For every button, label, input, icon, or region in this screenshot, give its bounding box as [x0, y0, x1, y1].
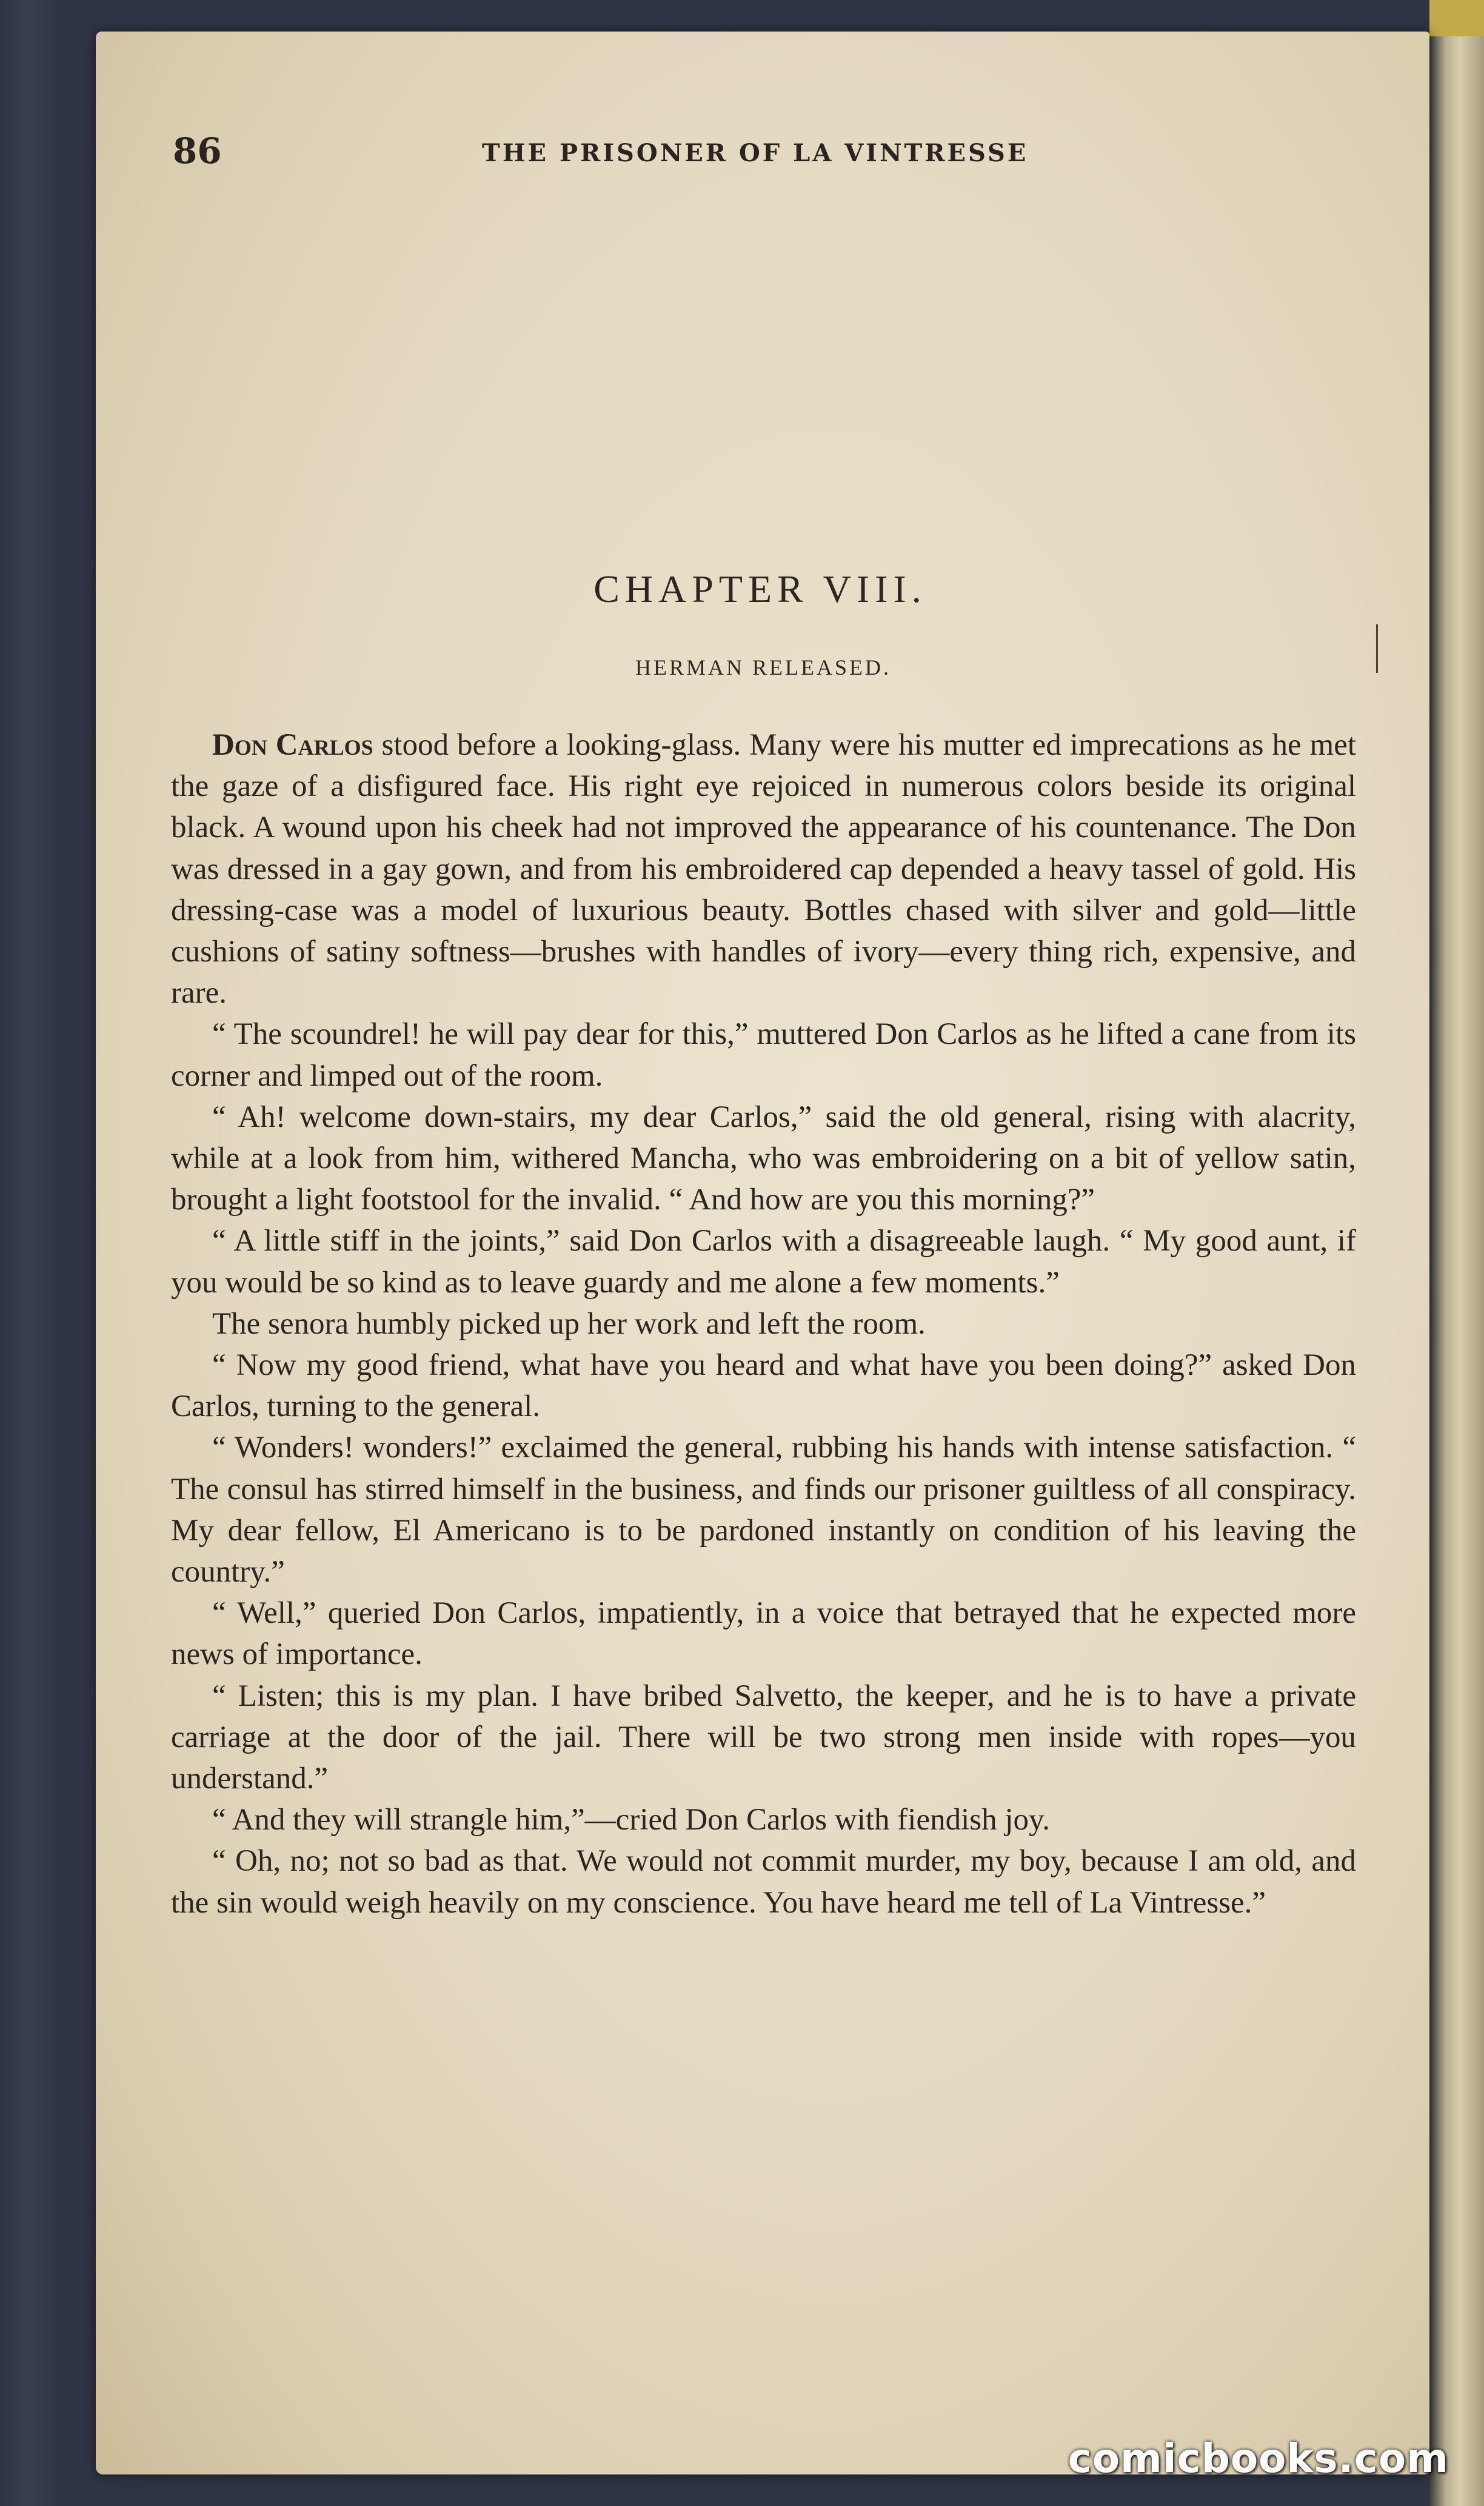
adjacent-page-corner: [1429, 0, 1484, 36]
paragraph: The senora humbly picked up her work and left the room.: [212, 1306, 926, 1341]
paragraph: “ Well,” queried Don Carlos, impatiently, in a voice that betrayed that he expected more news of importance.: [171, 1596, 1356, 1672]
paragraph: “ Ah! welcome down-stairs, my dear Carlos,” said the old general, rising with alacrity, while at a look from him, withered Mancha, who was embroidering on a bit of yellow satin, brought a light footstool for the invalid. “ And how are you this morning?”: [171, 1100, 1356, 1217]
paragraph: “ Wonders! wonders!” exclaimed the general, rubbing his hands with intense satisfaction. “ The consul has stirred himself in the business, and finds our prisoner guiltless of all conspiracy. My dear fellow, El Americano is to be pardoned instantly on condition of his leaving the country.”: [171, 1431, 1356, 1589]
opening-words: Don Carlos: [212, 728, 373, 762]
chapter-subtitle: HERMAN RELEASED.: [635, 655, 891, 680]
paragraph: “ Oh, no; not so bad as that. We would not commit murder, my boy, because I am old, and the sin would weigh heavily on my conscience. You have heard me tell of La Vintresse.”: [171, 1844, 1356, 1920]
paragraph: “ The scoundrel! he will pay dear for this,” muttered Don Carlos as he lifted a cane from its corner and limped out of the room.: [171, 1017, 1356, 1093]
paragraph: “ And they will strangle him,”—cried Don Carlos with fiendish joy.: [212, 1803, 1050, 1837]
chapter-body: [171, 724, 1356, 1923]
chapter-title: CHAPTER VIII.: [593, 567, 927, 610]
paragraph-text: stood before a looking-glass. Many were his mutter ed imprecations as he met the gaze of a disfigured face. His right eye rejoiced in numerous colors beside its original black. A wound upon his cheek had not improved the appearance of his countenance. The Don was dressed in a gay gown, and from his embroidered cap depended a heavy tassel of gold. His dressing-case was a model of luxurious beauty. Bottles chased with silver and gold—little cushions of satiny softness—brushes with handles of ivory—every thing rich, expensive, and rare.: [171, 728, 1356, 1011]
watermark: comicbooks.com: [1068, 2435, 1449, 2482]
paragraph: “ Listen; this is my plan. I have bribed Salvetto, the keeper, and he is to have a private carriage at the door of the jail. There will be two strong men inside with ropes—you understand.”: [171, 1679, 1356, 1796]
paragraph: [171, 724, 1356, 1014]
paragraph: “ A little stiff in the joints,” said Don Carlos with a disagreeable laugh. “ My good aunt, if you would be so kind as to leave guardy and me alone a few moments.”: [171, 1224, 1356, 1300]
paragraph: “ Now my good friend, what have you heard and what have you been doing?” asked Don Carlos, turning to the general.: [171, 1348, 1356, 1424]
adjacent-page-edge: [1429, 0, 1484, 2506]
page-number: 86: [173, 130, 222, 172]
book-title: THE PRISONER OF LA VINTRESSE: [482, 139, 1029, 167]
